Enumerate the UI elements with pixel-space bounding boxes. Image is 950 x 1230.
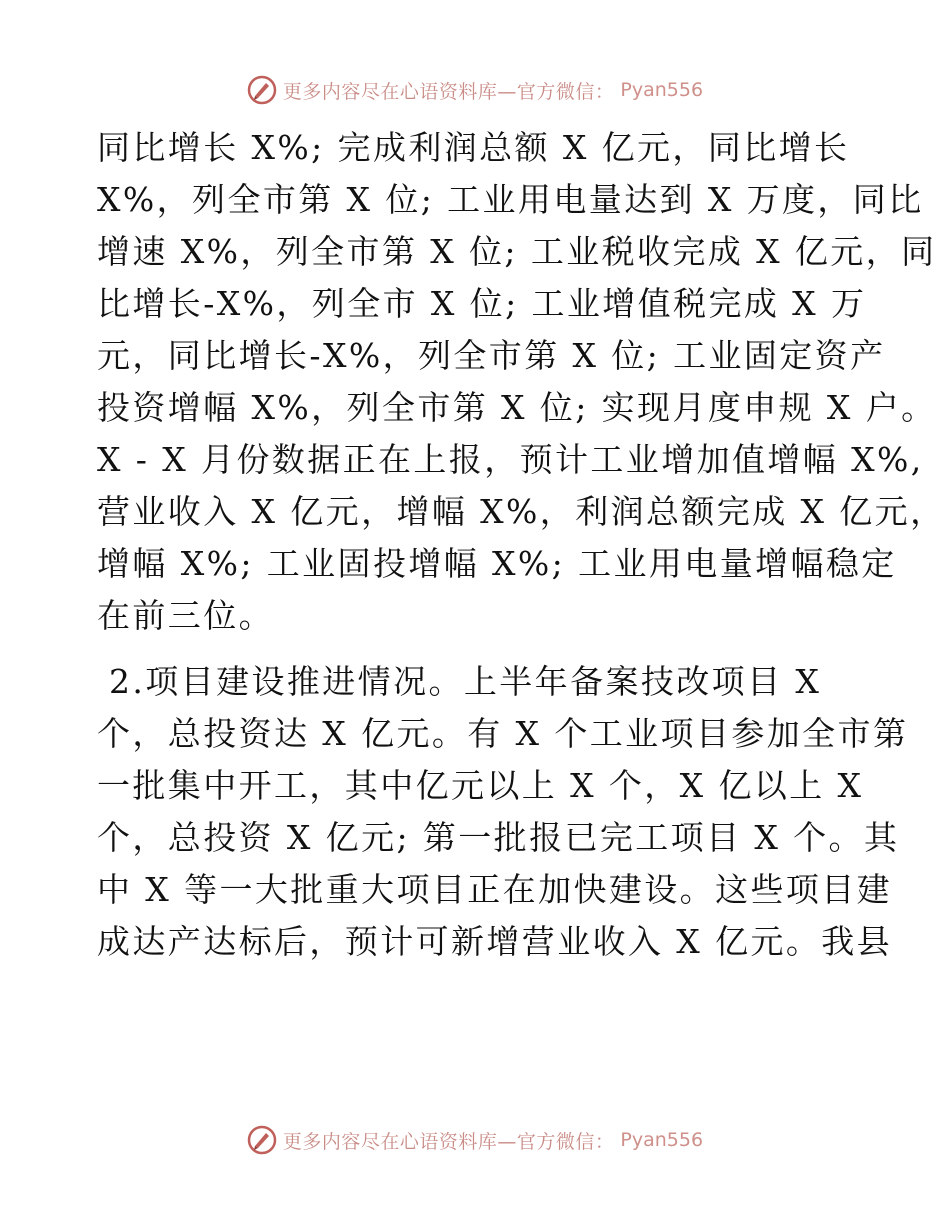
text-line: 比增长-X%，列全市 X 位; 工业增值税完成 X 万	[97, 284, 867, 323]
watermark-footer	[0, 1120, 950, 1160]
paragraph-project-progress	[97, 656, 909, 968]
watermark-handle: Pyan556	[620, 1129, 704, 1151]
paragraph-spacer	[97, 642, 857, 656]
text-line: 营业收入 X 亿元，增幅 X%，利润总额完成 X 亿元，	[97, 492, 946, 531]
pen-seal-logo-icon	[247, 75, 277, 105]
paragraph-industry-stats	[97, 122, 946, 642]
text-line: 一批集中开工，其中亿元以上 X 个，X 亿以上 X	[97, 766, 864, 805]
watermark-handle: Pyan556	[620, 79, 704, 101]
text-line: 元，同比增长-X%，列全市第 X 位; 工业固定资产	[97, 336, 886, 375]
text-line: X%，列全市第 X 位; 工业用电量达到 X 万度，同比	[97, 180, 924, 219]
text-line: 增幅 X%; 工业固投增幅 X%; 工业用电量增幅稳定	[97, 544, 897, 583]
watermark-text: 更多内容尽在心语资料库—官方微信：	[282, 80, 615, 103]
text-line: 2.项目建设推进情况。上半年备案技改项目 X	[109, 662, 822, 701]
text-line: 增速 X%，列全市第 X 位; 工业税收完成 X 亿元，同	[97, 232, 937, 271]
text-line: X - X 月份数据正在上报，预计工业增加值增幅 X%,	[97, 440, 924, 479]
watermark-text: 更多内容尽在心语资料库—官方微信：	[282, 1130, 615, 1153]
document-body	[97, 122, 946, 968]
pen-seal-logo-icon	[247, 1125, 277, 1155]
watermark-header	[0, 70, 950, 110]
text-line: 个，总投资达 X 亿元。有 X 个工业项目参加全市第	[97, 714, 909, 753]
text-line: 中 X 等一大批重大项目正在加快建设。这些项目建	[97, 870, 893, 909]
text-line: 同比增长 X%; 完成利润总额 X 亿元，同比增长	[97, 128, 850, 167]
text-line: 在前三位。	[97, 596, 274, 635]
text-line: 投资增幅 X%，列全市第 X 位; 实现月度申规 X 户。	[97, 388, 937, 427]
text-line: 个，总投资 X 亿元; 第一批报已完工项目 X 个。其	[97, 818, 900, 857]
text-line: 成达产达标后，预计可新增营业收入 X 亿元。我县	[97, 922, 893, 961]
